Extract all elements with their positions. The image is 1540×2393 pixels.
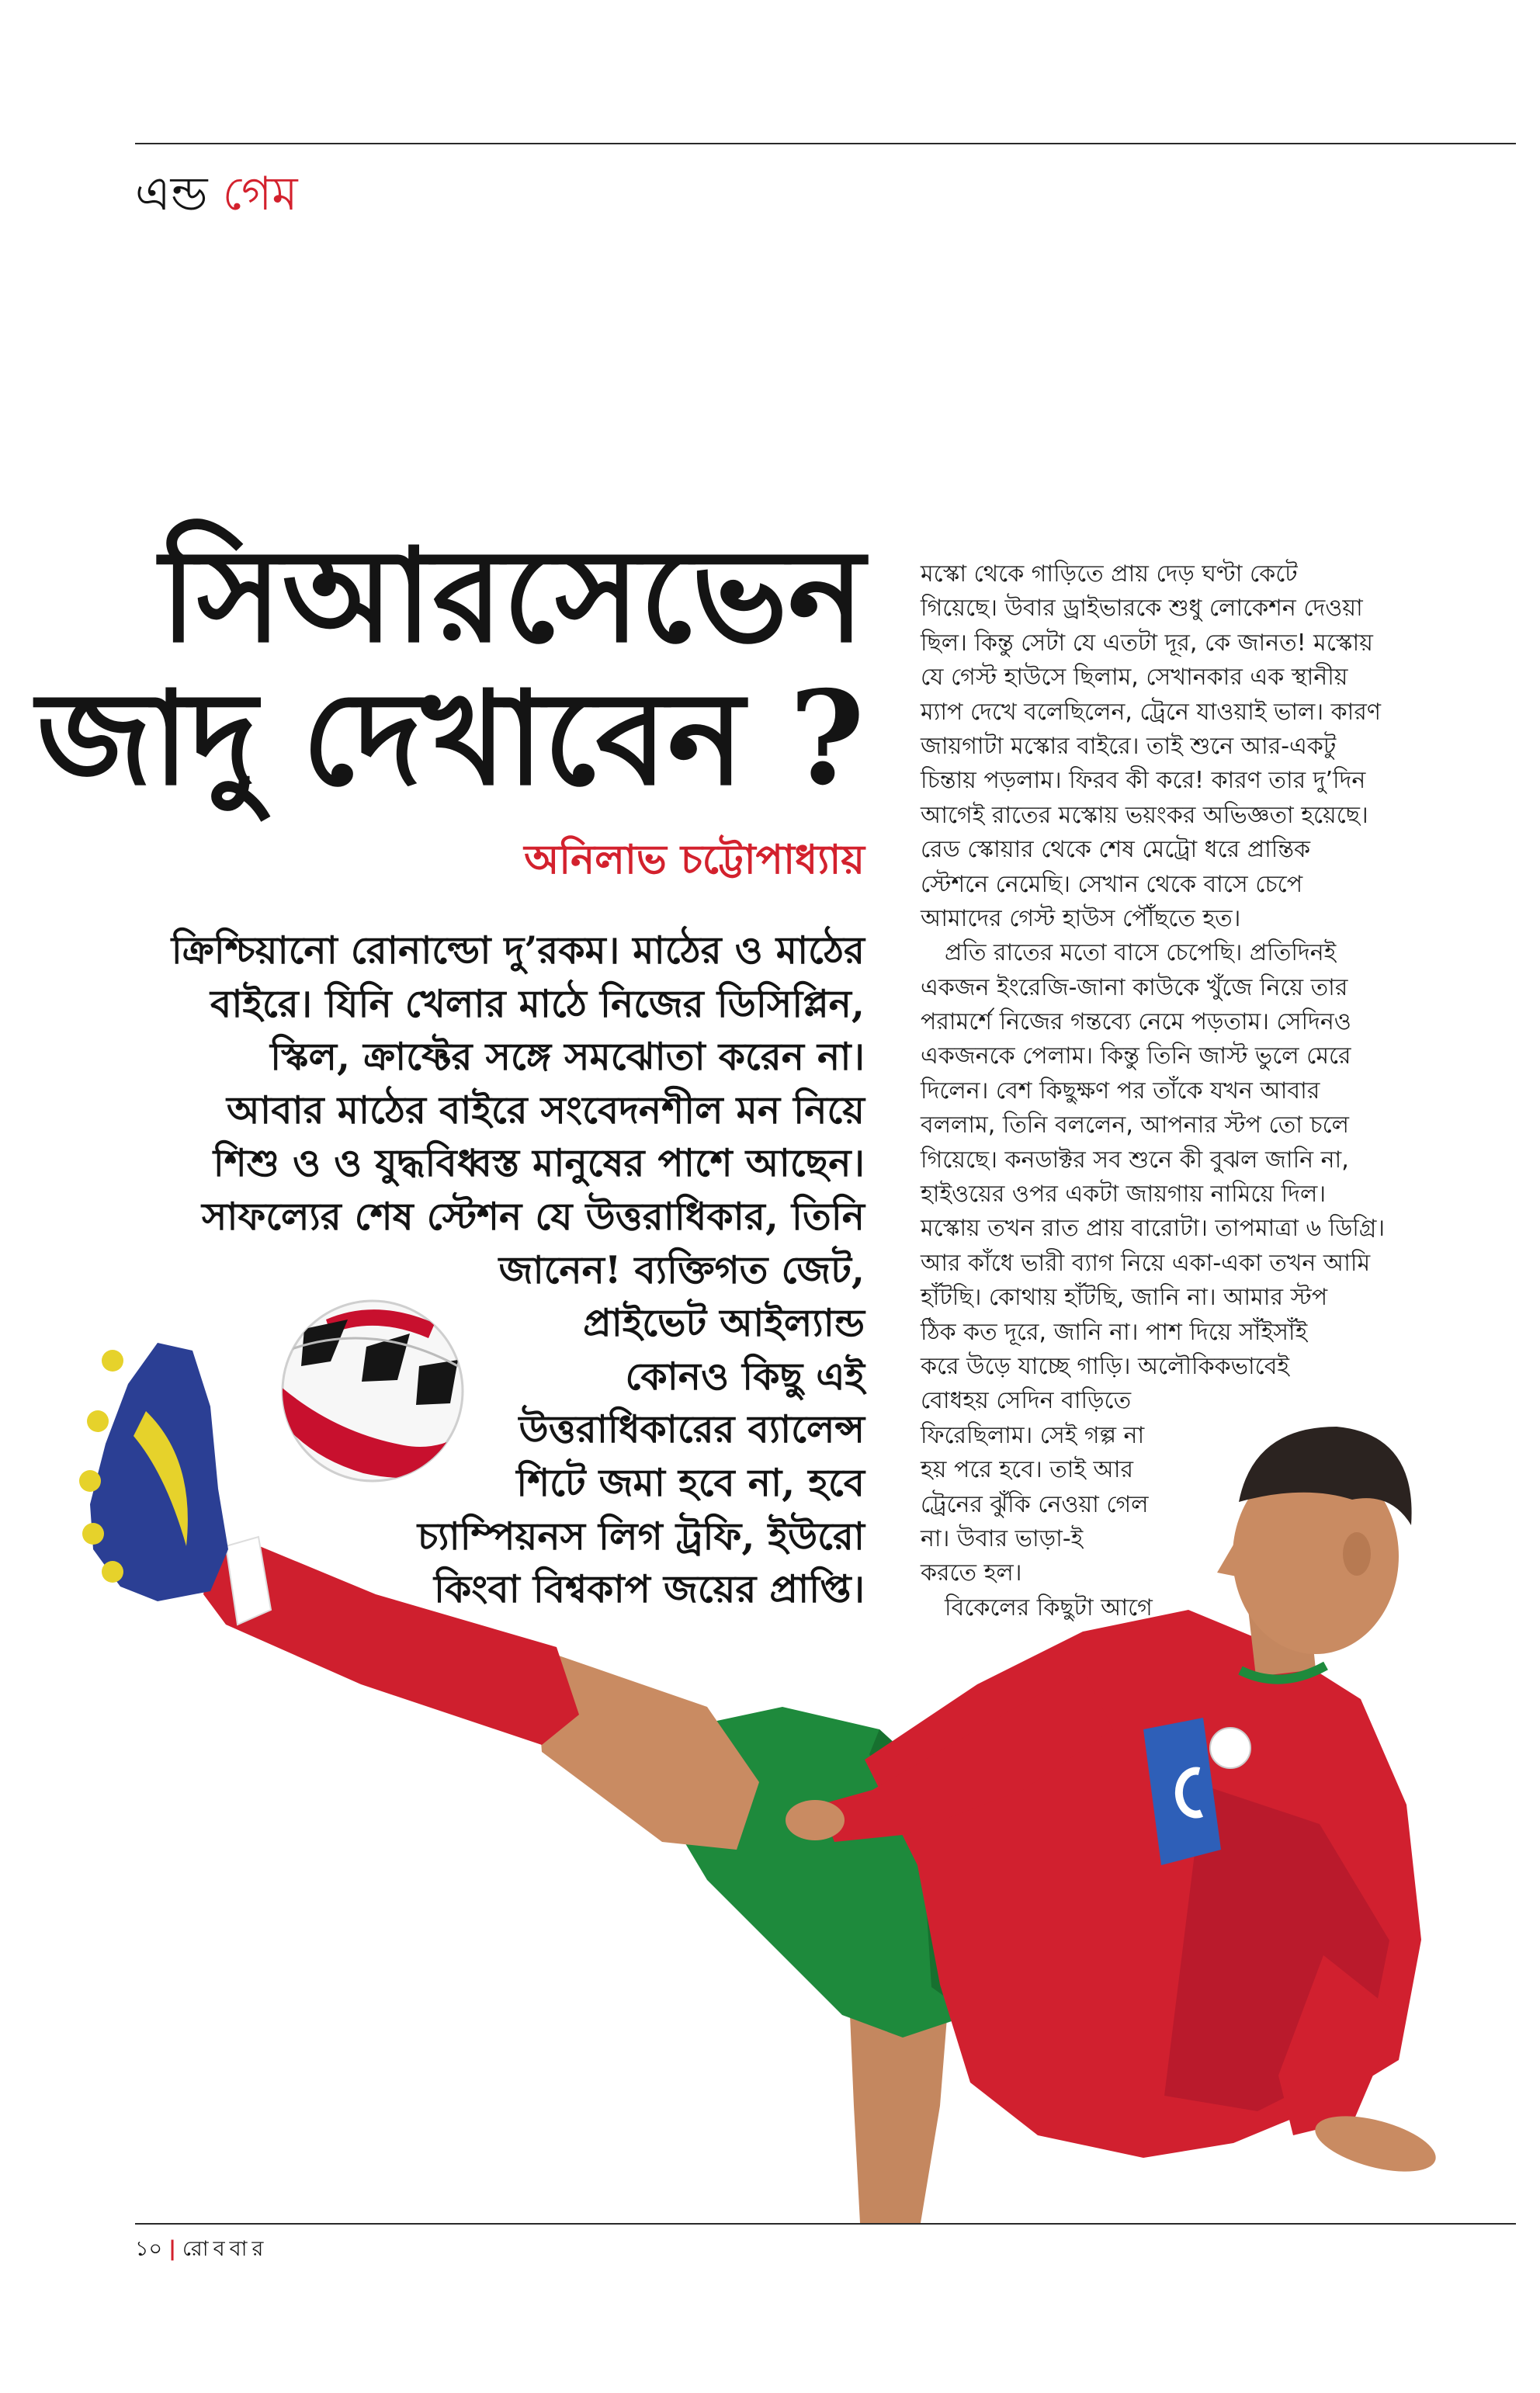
body-line: ছিল। কিন্তু সেটা যে এতটা দূর, কে জানত! মস্কোয় — [921, 629, 1373, 657]
body-line: ম্যাপ দেখে বলেছিলেন, ট্রেনে যাওয়াই ভাল। কারণ — [921, 698, 1381, 726]
boot-stud — [87, 1410, 109, 1432]
body-line: মস্কোয় তখন রাত প্রায় বারোটা। তাপমাত্রা ৬ ডিগ্রি। — [921, 1215, 1386, 1243]
intro-line: ক্রিশ্চিয়ানো রোনাল্ডো দু’রকম। মাঠের ও মাঠের — [171, 928, 865, 973]
player-standing-leg — [850, 2008, 948, 2223]
body-line: আগেই রাতের মস্কোয় ভয়ংকর অভিজ্ঞতা হয়েছে। — [921, 801, 1368, 829]
boot-stud — [82, 1523, 104, 1545]
publication-name: রোববার — [182, 2237, 269, 2261]
body-line: হয় পরে হবে। তাই আর — [921, 1456, 1134, 1484]
intro-line: কিংবা বিশ্বকাপ জয়ের প্রাপ্তি। — [433, 1566, 865, 1612]
footer-separator: | — [168, 2237, 176, 2261]
player-thigh — [534, 1647, 759, 1850]
body-line: চিন্তায় পড়লাম। ফিরব কী করে! কারণ তার দু’দিন — [921, 767, 1366, 795]
body-line: যে গেস্ট হাউসে ছিলাম, সেখানকার এক স্থানীয় — [921, 664, 1348, 692]
intro-line: উত্তরাধিকারের ব্যালেন্স — [519, 1406, 865, 1452]
sleeve-badge — [1210, 1728, 1250, 1768]
intro-line: শিশু ও ও যুদ্ধবিধ্বস্ত মানুষের পাশে আছেন। — [213, 1140, 865, 1186]
body-line: হাঁটছি। কোথায় হাঁটছি, জানি না। আমার স্টপ — [921, 1284, 1328, 1312]
body-line: ট্রেনের ঝুঁকি নেওয়া গেল — [921, 1490, 1149, 1518]
body-line: প্রতি রাতের মতো বাসে চেপেছি। প্রতিদিনই — [945, 939, 1337, 967]
body-line: গিয়েছে। কনডাক্টর সব শুনে কী বুঝল জানি না, — [921, 1146, 1349, 1174]
body-line: হাইওয়ের ওপর একটা জায়গায় নামিয়ে দিল। — [921, 1181, 1327, 1209]
intro-line: জানেন! ব্যক্তিগত জেট, — [498, 1247, 865, 1292]
headline — [36, 520, 865, 814]
body-line: স্টেশনে নেমেছি। সেখান থেকে বাসে চেপে — [921, 870, 1303, 898]
section-header-first-word: এন্ড — [135, 167, 208, 221]
intro-line: স্কিল, ক্রাফ্টের সঙ্গে সমঝোতা করেন না। — [270, 1034, 865, 1080]
intro-line: আবার মাঠের বাইরে সংবেদনশীল মন নিয়ে — [227, 1087, 865, 1132]
player-left-hand — [786, 1800, 845, 1840]
body-line: জায়গাটা মস্কোর বাইরে। তাই শুনে আর-একটু — [921, 732, 1337, 760]
intro-line: চ্যাম্পিয়নস লিগ ট্রফি, ইউরো — [417, 1513, 865, 1559]
article-body-column — [921, 557, 1385, 1625]
body-line: করে উড়ে যাচ্ছে গাড়ি। অলৌকিকভাবেই — [921, 1352, 1289, 1380]
intro-line: শিটে জমা হবে না, হবে — [516, 1459, 865, 1505]
intro-paragraph — [172, 924, 865, 1616]
body-line: আর কাঁধে ভারী ব্যাগ নিয়ে একা-একা তখন আমি — [921, 1249, 1371, 1277]
intro-line: সাফল্যের শেষ স্টেশন যে উত্তরাধিকার, তিনি — [201, 1193, 865, 1239]
body-line: ফিরেছিলাম। সেই গল্প না — [921, 1421, 1145, 1449]
body-line: বললাম, তিনি বললেন, আপনার স্টপ তো চলে — [921, 1112, 1350, 1139]
body-line: একজন ইংরেজি-জানা কাউকে খুঁজে নিয়ে তার — [921, 973, 1348, 1001]
boot-stud — [102, 1350, 123, 1372]
body-line: পরামর্শে নিজের গন্তব্যে নেমে পড়তাম। সেদিনও — [921, 1008, 1351, 1036]
body-line: আমাদের গেস্ট হাউস পৌঁছতে হত। — [921, 904, 1241, 932]
body-line: একজনকে পেলাম। কিন্তু তিনি জাস্ট ভুলে মেরে — [921, 1042, 1351, 1070]
section-header — [135, 165, 298, 224]
body-line: করতে হল। — [921, 1559, 1022, 1587]
section-header-second-word: গেম — [222, 167, 298, 221]
body-line: না। উবার ভাড়া-ই — [921, 1524, 1084, 1552]
headline-line-1: সিআরসেভেন — [160, 520, 865, 671]
byline: অনিলাভ চট্টোপাধ্যায় — [524, 837, 865, 883]
intro-line: কোনও কিছু এই — [625, 1353, 865, 1399]
body-line: রেড স্কোয়ার থেকে শেষ মেট্রো ধরে প্রান্তিক — [921, 836, 1311, 864]
boot-stud — [102, 1561, 123, 1583]
intro-line: বাইরে। যিনি খেলার মাঠে নিজের ডিসিপ্লিন, — [210, 980, 865, 1026]
page-number: ১০ — [135, 2237, 163, 2261]
intro-line: প্রাইভেট আইল্যান্ড — [583, 1300, 865, 1346]
body-line: ঠিক কত দূরে, জানি না। পাশ দিয়ে সাঁইসাঁই — [921, 1318, 1308, 1346]
page-footer — [135, 2235, 268, 2263]
body-line: বিকেলের কিছুটা আগে — [945, 1594, 1153, 1621]
boot-stud — [79, 1470, 101, 1492]
body-line: দিলেন। বেশ কিছুক্ষণ পর তাঁকে যখন আবার — [921, 1077, 1320, 1105]
body-line: বোধহয় সেদিন বাড়িতে — [921, 1387, 1132, 1415]
body-line: মস্কো থেকে গাড়িতে প্রায় দেড় ঘণ্টা কেটে — [921, 560, 1298, 588]
body-line: গিয়েছে। উবার ড্রাইভারকে শুধু লোকেশন দেওয়া — [921, 595, 1363, 623]
headline-line-2: জাদু দেখাবেন ? — [36, 663, 865, 814]
